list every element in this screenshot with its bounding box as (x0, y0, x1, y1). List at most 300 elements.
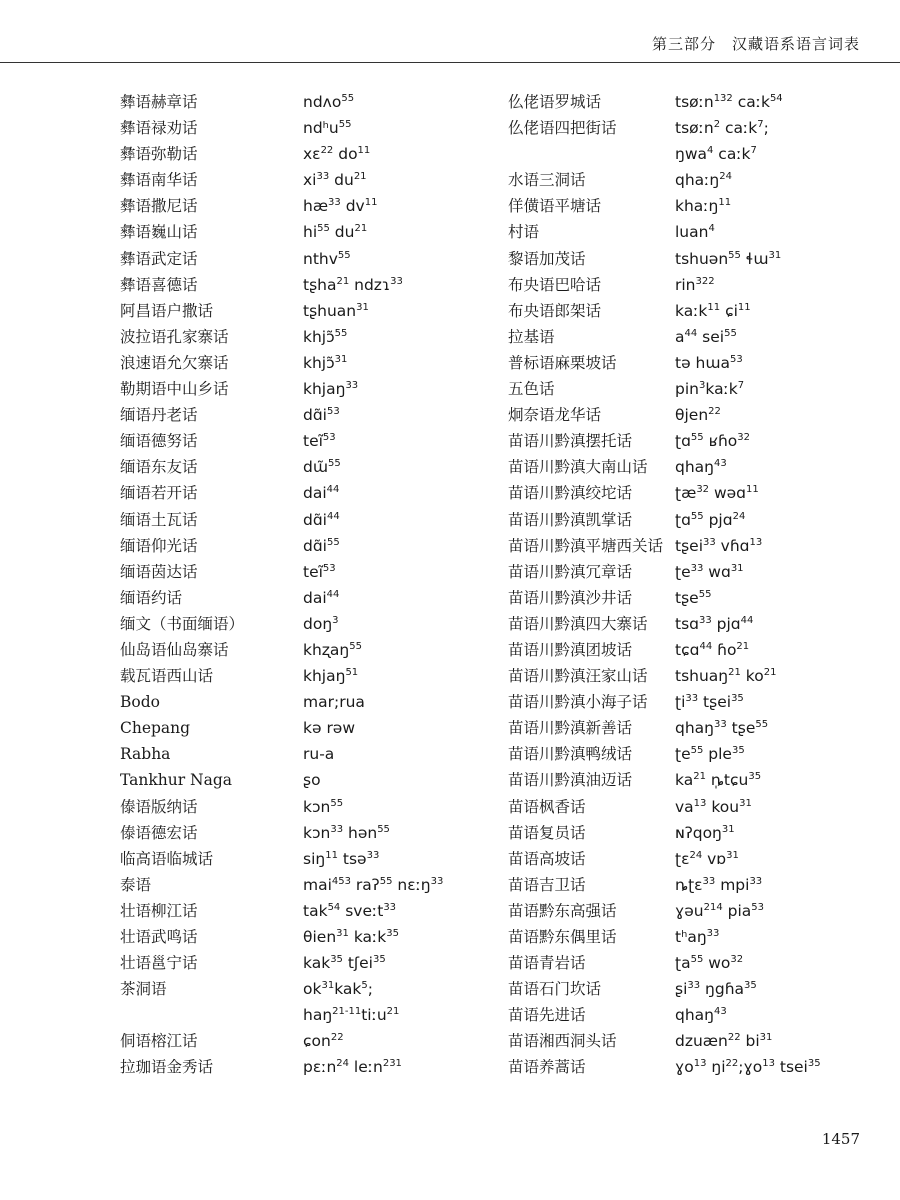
syllable: sveːt (340, 901, 384, 920)
language-name: 傣语版纳话 (120, 797, 198, 816)
syllable: va (675, 797, 694, 816)
tone-mark: 44 (699, 640, 713, 652)
syllable: tshuaŋ (675, 667, 729, 686)
tone-mark: 35 (372, 954, 386, 966)
word-form (303, 144, 370, 164)
tone-mark: 453 (331, 875, 351, 887)
language-name: 拉基语 (508, 327, 555, 346)
language-name: 苗语黔东偶里话 (508, 928, 617, 946)
syllable: tʂha (303, 275, 337, 294)
language-name: 村语 (508, 223, 540, 242)
tone-mark: 7 (737, 380, 745, 392)
word-form (303, 927, 399, 947)
tone-mark: 22 (708, 406, 721, 418)
tone-mark: 33 (316, 171, 330, 183)
tone-mark: 44 (740, 614, 754, 626)
syllable: ʈe (675, 562, 691, 581)
syllable: tʂe (726, 719, 756, 738)
syllable: khaːŋ (675, 197, 719, 216)
syllable: rin (675, 275, 696, 294)
tone-mark: 55 (327, 458, 341, 470)
word-form (675, 536, 762, 556)
tone-mark: 31 (721, 823, 735, 835)
tone-mark: 33 (430, 875, 444, 887)
syllable: kak (303, 954, 331, 973)
language-name: 苗语川黔滇油迈话 (508, 771, 633, 790)
tone-mark: 31 (356, 301, 369, 313)
language-name: 波拉语孔家寨话 (120, 327, 229, 346)
language-name: 浪速语允欠寨话 (120, 353, 229, 372)
tone-mark: 4 (708, 223, 715, 235)
syllable: ; (763, 119, 769, 138)
tone-mark: 31 (759, 1032, 773, 1044)
tone-mark: 22 (725, 1058, 739, 1070)
word-form (675, 927, 719, 947)
tone-mark: 33 (330, 823, 344, 835)
tone-mark: 55 (338, 119, 352, 131)
language-name: 苗语枫香话 (508, 797, 586, 816)
language-name: 普标语麻栗坡话 (508, 353, 617, 372)
language-name: 临高语临城话 (120, 849, 214, 868)
tone-mark: 35 (744, 980, 757, 992)
tone-mark: 35 (731, 745, 745, 757)
language-name: 彝语禄劝话 (120, 119, 198, 138)
syllable: tsei (774, 1058, 808, 1077)
word-form (675, 666, 776, 686)
language-name: 苗语石门坎话 (508, 980, 602, 999)
tone-mark: 2 (713, 119, 721, 131)
language-name: 苗语复员话 (508, 823, 586, 842)
syllable: kɔn (303, 823, 331, 842)
language-name: 泰语 (120, 875, 152, 894)
syllable: pjɑ (703, 510, 733, 529)
word-form (303, 744, 334, 764)
tone-mark: 51 (345, 667, 359, 679)
syllable: ɕi (720, 301, 738, 320)
tone-mark: 322 (695, 275, 715, 287)
language-name: 缅语土瓦话 (120, 510, 198, 529)
language-name: Tankhur Naga (120, 771, 233, 790)
syllable: tsə (337, 849, 367, 868)
word-form (303, 222, 367, 242)
tone-mark: 32 (696, 484, 710, 496)
tone-mark: 55 (330, 797, 344, 809)
syllable: ʈa (675, 954, 691, 973)
word-form (675, 640, 749, 660)
word-form (303, 457, 341, 477)
syllable: doŋ (303, 614, 333, 633)
syllable: tak (303, 901, 328, 920)
tone-mark: 33 (749, 875, 763, 887)
language-name: 仫佬语罗城话 (508, 93, 602, 111)
tone-mark: 13 (693, 1058, 707, 1070)
tone-mark: 54 (327, 901, 341, 913)
tone-mark: 55 (755, 719, 769, 731)
syllable: ɕon (303, 1032, 331, 1051)
tone-mark: 55 (728, 249, 741, 261)
language-name: 水语三洞话 (508, 171, 586, 190)
syllable: ru-a (303, 745, 335, 764)
tone-mark: 31 (321, 980, 335, 992)
syllable: ʂo (303, 771, 321, 790)
language-name: 苗语川黔滇大南山话 (508, 458, 648, 477)
word-form (675, 118, 769, 138)
tone-mark: 54 (769, 93, 783, 104)
language-name: 苗语川黔滇团坡话 (508, 640, 633, 659)
tone-mark: 55 (349, 640, 362, 652)
tone-mark: 53 (751, 901, 764, 913)
tone-mark: 11 (737, 301, 751, 313)
syllable: khʐaŋ (303, 640, 350, 659)
word-form (675, 405, 721, 425)
word-form (675, 1005, 727, 1025)
tone-mark: 32 (737, 432, 750, 444)
syllable: teĩ (303, 562, 323, 581)
word-form (675, 170, 732, 190)
syllable: ʁɦo (703, 432, 738, 451)
tone-mark: 21 (353, 171, 367, 183)
tone-mark: 43 (714, 1006, 727, 1018)
syllable: ȵʈɛ (675, 875, 703, 894)
tone-mark: 55 (690, 432, 704, 444)
language-name: 苗语川黔滇新善话 (508, 719, 633, 738)
language-name: 阿昌语户撒话 (120, 301, 214, 320)
syllable: kɔn (303, 797, 331, 816)
syllable: tʰaŋ (675, 928, 707, 946)
word-form (675, 249, 781, 269)
tone-mark: 21 (736, 640, 750, 652)
tone-mark: 55 (334, 327, 348, 339)
tone-mark: 33 (687, 980, 701, 992)
syllable: ʈɑ (675, 510, 691, 529)
syllable: kaːk (705, 380, 738, 399)
word-form (303, 588, 339, 608)
syllable: mai (303, 875, 332, 894)
syllable: tshuən (675, 249, 729, 268)
language-name: 壮语邕宁话 (120, 954, 198, 973)
tone-mark: 43 (714, 458, 727, 470)
word-form (303, 379, 358, 399)
language-name: 苗语川黔滇鸭绒话 (508, 745, 633, 764)
word-form (303, 640, 362, 660)
syllable: leːn (349, 1058, 383, 1077)
tone-mark: 33 (706, 928, 720, 939)
syllable: nɛːŋ (392, 875, 431, 894)
syllable: mpi (715, 875, 750, 894)
language-name: 彝语武定话 (120, 249, 198, 268)
word-form (303, 510, 340, 530)
word-form (303, 614, 339, 634)
syllable: ʈi (675, 693, 686, 712)
language-name: 苗语先进话 (508, 1006, 586, 1025)
language-name: 缅语仰光话 (120, 536, 198, 555)
tone-mark: 3 (332, 614, 339, 626)
tone-mark: 31 (768, 249, 782, 261)
syllable: ;ɣo (738, 1058, 763, 1077)
page-number: 1457 (821, 1130, 860, 1148)
language-name: 载瓦语西山话 (120, 667, 214, 686)
language-name: Chepang (120, 719, 191, 738)
tone-mark: 7 (750, 145, 757, 157)
tone-mark: 24 (719, 171, 732, 183)
tone-mark: 44 (326, 484, 340, 496)
tone-mark: 31 (336, 928, 349, 939)
word-form (303, 301, 369, 321)
word-form (303, 92, 354, 112)
syllable: vɦɑ (715, 536, 750, 555)
tone-mark: 35 (807, 1058, 821, 1070)
syllable: caːk (713, 145, 751, 164)
syllable: qhaŋ (675, 1006, 714, 1025)
syllable: nthv (303, 249, 338, 268)
language-name: 苗语青岩话 (508, 954, 586, 973)
syllable: kou (706, 797, 740, 816)
tone-mark: 21 (354, 223, 368, 235)
word-form (303, 979, 373, 999)
language-name: 苗语川黔滇绞坨话 (508, 484, 633, 503)
word-form (675, 562, 744, 582)
language-name: Rabha (120, 745, 171, 764)
tone-mark: 55 (690, 954, 704, 966)
syllable: ɦo (712, 640, 737, 659)
tone-mark: 53 (322, 562, 336, 574)
syllable: khjaŋ (303, 667, 346, 686)
tone-mark: 55 (690, 510, 704, 522)
tone-mark: 4 (707, 145, 714, 157)
syllable: pia (722, 901, 752, 920)
tone-mark: 13 (762, 1058, 775, 1070)
syllable: dɑ̃i (303, 536, 327, 555)
syllable: qhaŋ (675, 458, 714, 477)
syllable: a (675, 327, 685, 346)
word-form (675, 222, 715, 242)
tone-mark: 33 (328, 197, 341, 209)
syllable: tʃei (342, 954, 373, 973)
language-name: 缅语德努话 (120, 432, 198, 451)
language-name: 彝语赫章话 (120, 93, 198, 111)
syllable: ʂi (675, 980, 688, 999)
word-form (303, 692, 365, 712)
tone-mark: 11 (718, 197, 732, 209)
language-name: 勒期语中山乡话 (120, 380, 229, 399)
syllable: hi (303, 223, 318, 242)
syllable: teĩ (303, 432, 323, 451)
word-form (303, 823, 390, 843)
syllable: xɛ (303, 145, 321, 164)
tone-mark: 32 (730, 954, 744, 966)
word-form (675, 275, 715, 295)
tone-mark: 11 (364, 197, 378, 209)
syllable: tə hɯa (675, 353, 730, 372)
language-name: 侗语榕江话 (120, 1032, 198, 1051)
syllable: kak (334, 980, 362, 999)
tone-mark: 53 (729, 353, 743, 365)
word-form (303, 666, 358, 686)
tone-mark: 11 (357, 145, 371, 157)
syllable: du (329, 223, 355, 242)
tone-mark: 55 (317, 223, 330, 235)
tone-mark: 11 (707, 301, 721, 313)
syllable: khjɔ̃ (303, 353, 335, 372)
tone-mark: 53 (322, 432, 336, 444)
tone-mark: 55 (698, 588, 712, 600)
syllable: tsøːn (675, 119, 714, 138)
language-name: 缅语约话 (120, 588, 183, 607)
syllable: ȵ̩tɕu (705, 771, 749, 790)
word-form (303, 431, 336, 451)
syllable: dzuæn (675, 1032, 728, 1051)
language-name: 傣语德宏话 (120, 823, 198, 842)
syllable: haŋ (303, 1006, 333, 1025)
word-form (675, 353, 743, 373)
tone-mark: 35 (330, 954, 343, 966)
syllable: qhaŋ (675, 719, 714, 738)
word-form (675, 979, 757, 999)
language-name: 黎语加茂话 (508, 249, 586, 268)
tone-mark: 21 (728, 667, 741, 679)
tone-mark: 35 (748, 771, 762, 783)
header-rule (0, 62, 900, 63)
tone-mark: 31 (739, 797, 752, 809)
tone-mark: 55 (326, 536, 340, 548)
tone-mark: 33 (703, 536, 716, 548)
language-name: 缅语若开话 (120, 484, 198, 503)
syllable: dɑ̃i (303, 406, 327, 425)
word-form (675, 797, 752, 817)
tone-mark: 24 (689, 849, 703, 861)
syllable: khjɔ̃ (303, 327, 335, 346)
tone-mark: 214 (703, 901, 723, 913)
tone-mark: 22 (320, 145, 334, 157)
language-name: 彝语弥勒话 (120, 145, 198, 164)
syllable: tsɑ (675, 614, 699, 633)
tone-mark: 35 (386, 928, 399, 939)
tone-mark: 44 (326, 510, 340, 522)
syllable: xi (303, 171, 317, 190)
language-name: 布央语郎架话 (508, 301, 602, 320)
syllable: ple (703, 745, 732, 764)
word-form (303, 249, 351, 269)
syllable: ʈe (675, 745, 691, 764)
language-name: 茶洞语 (120, 980, 167, 999)
language-name: 苗语川黔滇冗章话 (508, 562, 633, 581)
language-name: 炯奈语龙华话 (508, 406, 602, 425)
language-name: 彝语撒尼话 (120, 197, 198, 216)
word-form (675, 327, 737, 347)
tone-mark: 31 (726, 849, 739, 861)
tone-mark: 33 (699, 614, 712, 626)
word-form (675, 301, 751, 321)
word-form (675, 901, 764, 921)
syllable: ndzɿ (349, 275, 391, 294)
language-name: 缅语丹老话 (120, 406, 198, 425)
tone-mark: 132 (713, 93, 733, 104)
syllable: kə rəw (303, 719, 356, 738)
syllable: dɑ̃i (303, 510, 327, 529)
language-name: 布央语巴哈话 (508, 275, 602, 294)
syllable: wɑ (703, 562, 731, 581)
tone-mark: 21-11 (332, 1006, 362, 1018)
word-form (675, 379, 744, 399)
syllable: raʔ (351, 875, 380, 894)
syllable: ŋwa (675, 145, 707, 164)
tone-mark: 55 (377, 823, 390, 835)
word-form (675, 692, 744, 712)
page-header (0, 0, 900, 62)
tone-mark: 3 (698, 380, 706, 392)
tone-mark: 55 (724, 327, 737, 339)
word-form (303, 718, 355, 738)
language-name: Bodo (120, 693, 160, 712)
language-name: 彝语巍山话 (120, 223, 198, 242)
language-name: 缅文（书面缅语） (120, 614, 245, 633)
language-name: 苗语川黔滇沙井话 (508, 588, 633, 607)
tone-mark: 5 (361, 980, 368, 992)
syllable: ka (675, 771, 694, 790)
tone-mark: 53 (326, 406, 340, 418)
syllable: ŋgɦa (700, 980, 745, 999)
tone-mark: 231 (382, 1058, 402, 1070)
tone-mark: 33 (690, 562, 704, 574)
word-form (675, 457, 727, 477)
word-form (675, 875, 762, 895)
language-name: 五色话 (508, 380, 555, 399)
language-name: 苗语高坡话 (508, 849, 586, 868)
tone-mark: 21 (763, 667, 777, 679)
tone-mark: 11 (746, 484, 759, 496)
word-form (675, 196, 731, 216)
tone-mark: 44 (684, 327, 698, 339)
word-form (675, 510, 745, 530)
tone-mark: 44 (326, 588, 340, 600)
language-name: 彝语喜德话 (120, 275, 198, 294)
syllable: tʂei (698, 693, 732, 712)
language-name: 苗语川黔滇四大寨话 (508, 614, 648, 633)
syllable: ndʰu (303, 119, 339, 138)
word-form (303, 327, 347, 347)
syllable: ɣəu (675, 901, 704, 920)
syllable: siŋ (303, 849, 326, 868)
syllable: caːk (720, 119, 758, 138)
tone-mark: 55 (337, 249, 351, 261)
language-name: 彝语南华话 (120, 171, 198, 190)
language-name: 苗语川黔滇摆托话 (508, 432, 633, 451)
word-form (675, 953, 743, 973)
language-name: 壮语武鸣话 (120, 928, 198, 946)
tone-mark: 55 (379, 875, 393, 887)
syllable: ʈɑ (675, 432, 691, 451)
language-name: 苗语川黔滇平塘西关话 (508, 536, 664, 555)
tone-mark: 33 (366, 849, 380, 861)
word-form (303, 849, 379, 869)
syllable: tsøːn (675, 93, 714, 111)
word-form (303, 1031, 344, 1051)
syllable: ; (367, 980, 373, 999)
tone-mark: 35 (731, 693, 744, 705)
syllable: du (329, 171, 354, 190)
tone-mark: 21 (386, 1006, 400, 1018)
syllable: ɬɯ (740, 249, 769, 268)
language-name: 苗语川黔滇汪家山话 (508, 667, 648, 686)
syllable: khjaŋ (303, 380, 346, 399)
syllable: tɕɑ (675, 640, 700, 659)
syllable: tʂe (675, 588, 699, 607)
syllable: ʈæ (675, 484, 697, 503)
tone-mark: 33 (345, 380, 359, 392)
word-form (675, 718, 768, 738)
running-header: 第三部分 汉藏语系语言词表 (651, 35, 860, 53)
language-name: 苗语湘西洞头话 (508, 1032, 617, 1051)
